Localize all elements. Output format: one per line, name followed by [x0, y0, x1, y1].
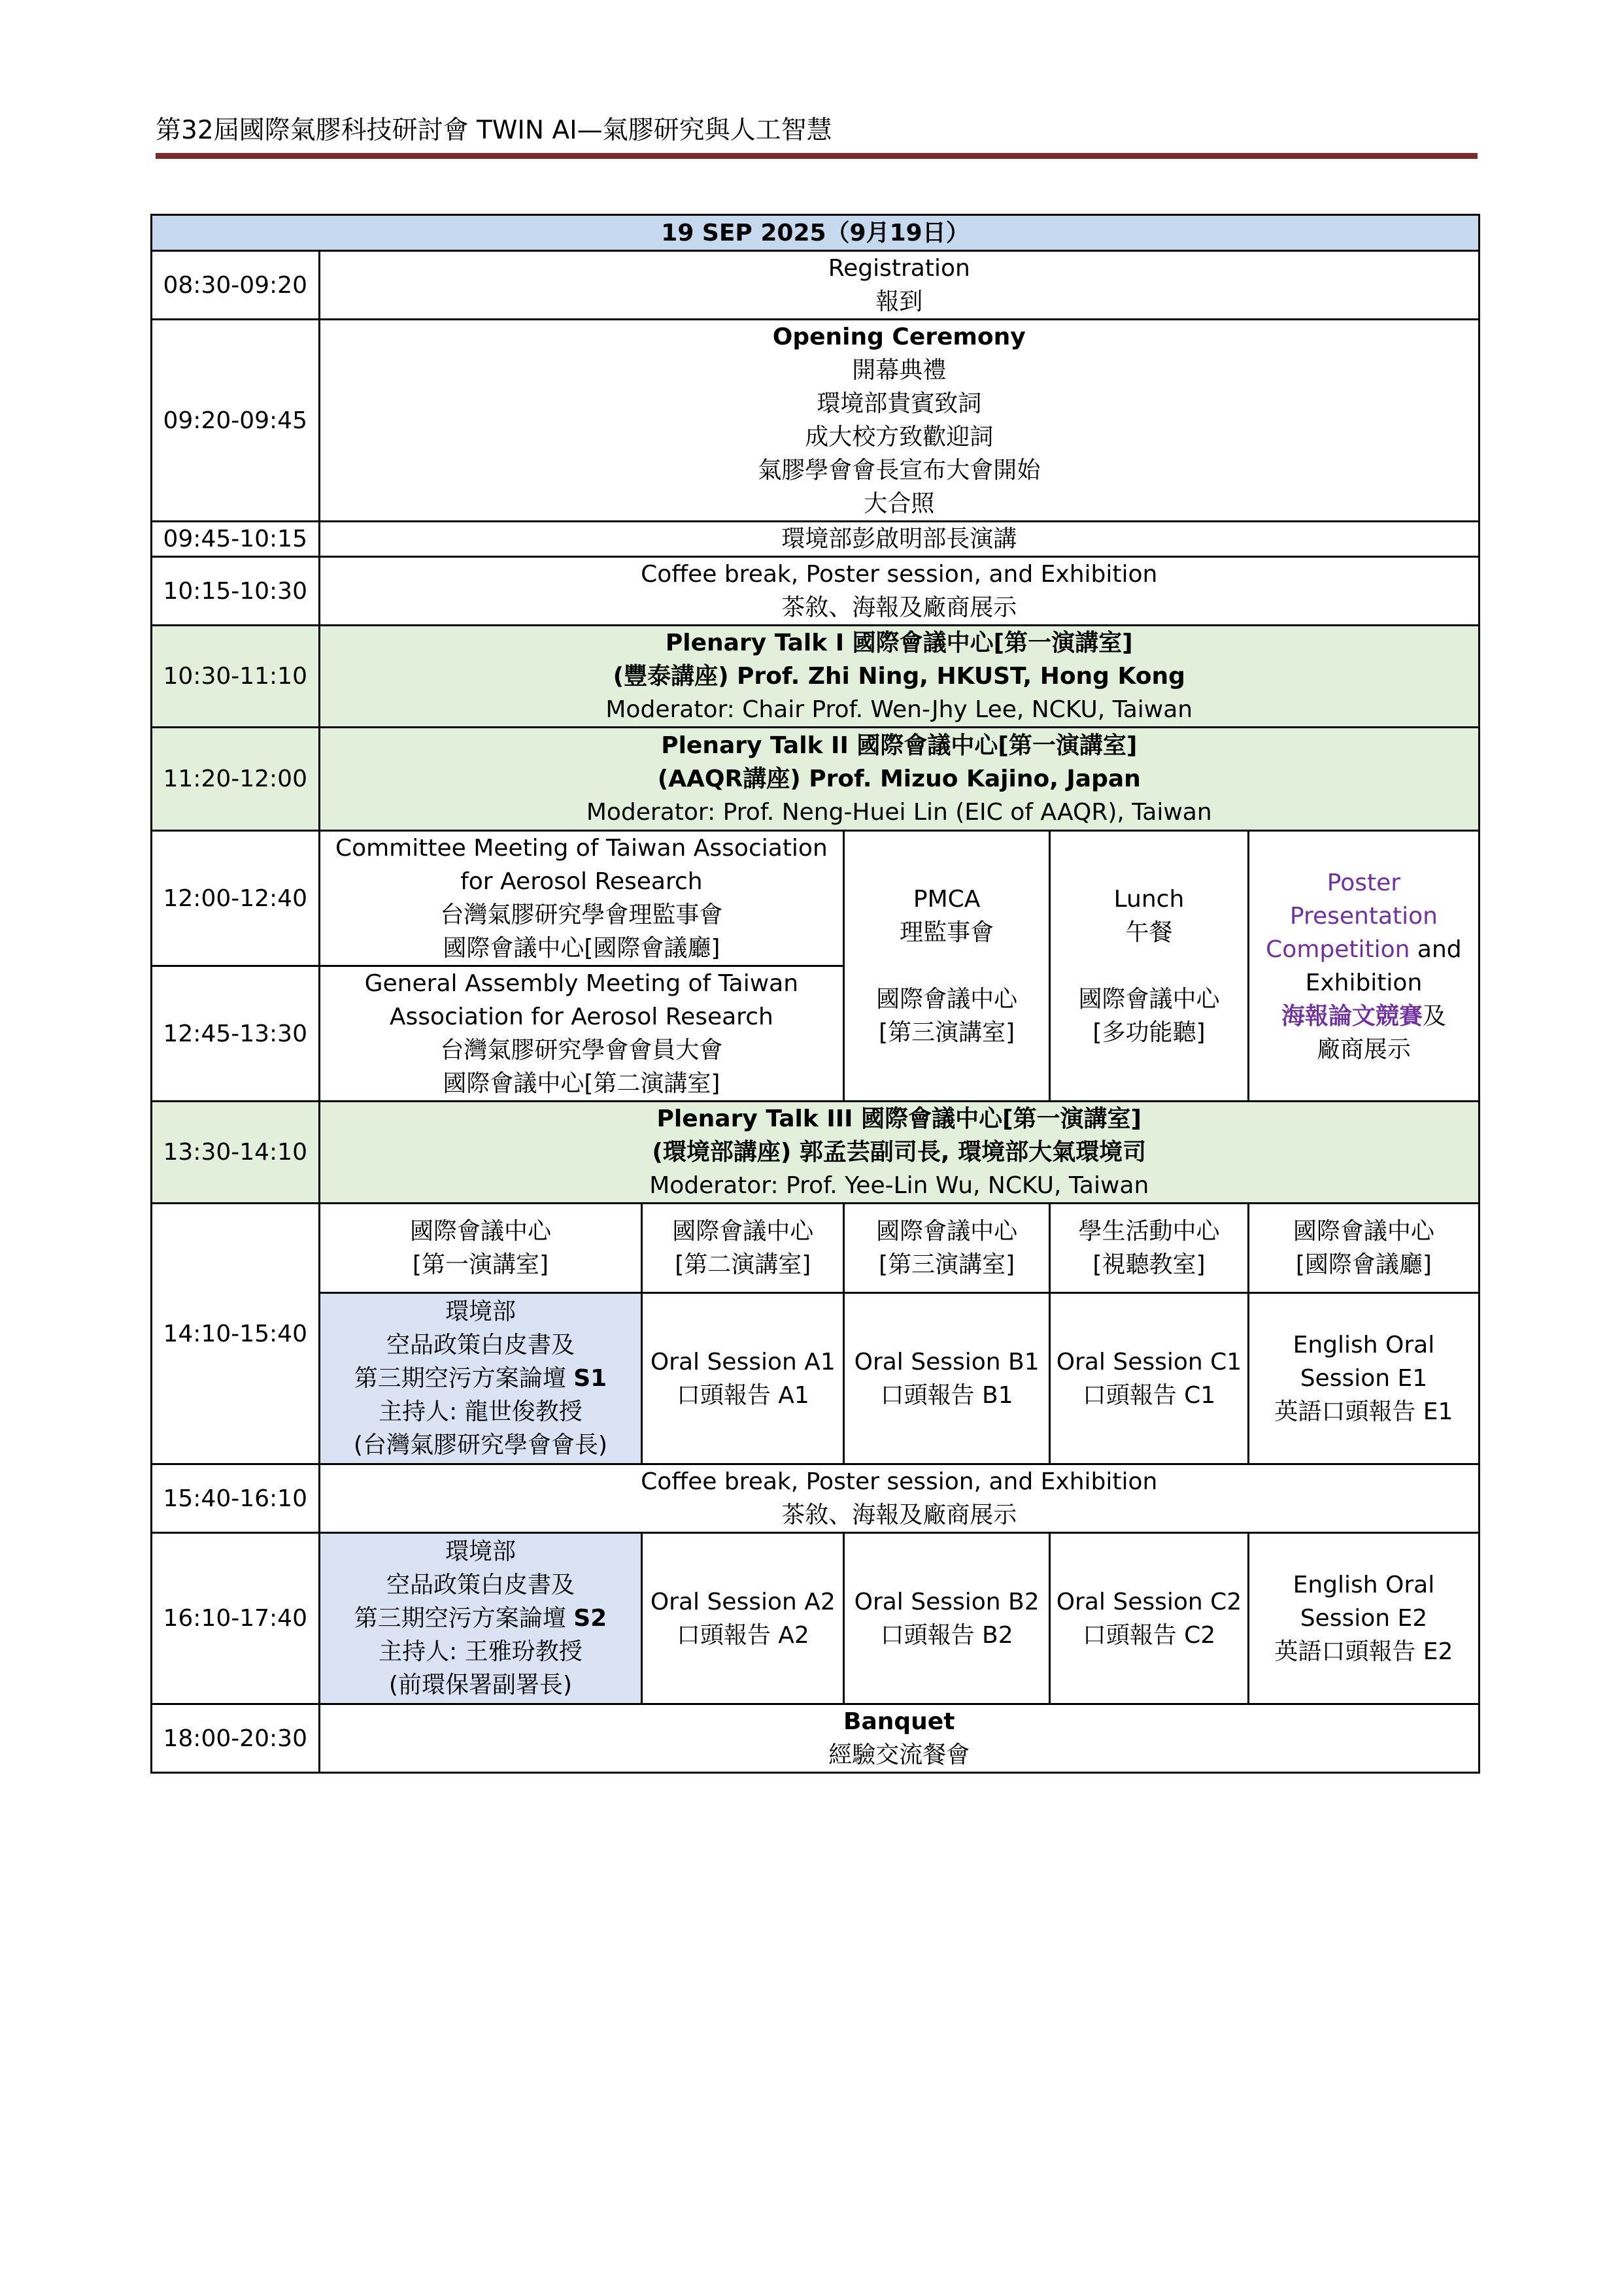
time-cell: 16:10-17:40	[152, 1533, 320, 1704]
registration-en: Registration	[828, 255, 970, 282]
assembly-line: General Assembly Meeting of Taiwan	[364, 970, 799, 997]
time-cell: 09:20-09:45	[152, 320, 320, 522]
forum-line: 環境部	[445, 1298, 516, 1325]
plenary-moderator: Moderator: Prof. Yee-Lin Wu, NCKU, Taiwan	[649, 1172, 1149, 1199]
time-cell: 18:00-20:30	[152, 1704, 320, 1773]
assembly-line: 台灣氣膠研究學會會員大會	[440, 1037, 723, 1064]
plenary-talk-3-cell	[319, 1102, 1480, 1204]
room-header	[642, 1204, 844, 1293]
banquet-en: Banquet	[843, 1708, 955, 1735]
session-en: Session E2	[1300, 1605, 1428, 1632]
session-en: Oral Session C2	[1056, 1588, 1242, 1615]
session-en: Oral Session B1	[854, 1348, 1040, 1375]
poster-line: Poster	[1327, 869, 1401, 896]
poster-line: Competition	[1266, 936, 1410, 963]
room-header	[319, 1204, 642, 1293]
time-cell: 12:45-13:30	[152, 966, 320, 1102]
session-en: English Oral	[1293, 1332, 1435, 1358]
plenary-moderator: Moderator: Chair Prof. Wen-Jhy Lee, NCKU, Taiwan	[605, 696, 1193, 723]
pmca-cell	[844, 831, 1050, 1102]
plenary-speaker: (AAQR講座) Prof. Mizuo Kajino, Japan	[657, 766, 1141, 792]
table-row	[152, 1533, 1480, 1704]
room-label: [第一演講室]	[412, 1251, 549, 1278]
lunch-title-zh: 午餐	[1125, 919, 1173, 946]
room-header	[1248, 1204, 1479, 1293]
lunch-venue: 國際會議中心	[1078, 986, 1220, 1013]
time-cell: 10:15-10:30	[152, 557, 320, 626]
coffee-break-cell	[319, 557, 1480, 626]
table-row	[152, 1102, 1480, 1204]
lunch-room: [多功能聽]	[1092, 1019, 1206, 1046]
session-zh: 口頭報告 B2	[880, 1621, 1013, 1649]
session-zh: 口頭報告 C1	[1082, 1381, 1216, 1409]
room-name: 國際會議中心	[409, 1218, 551, 1245]
plenary-speaker: (環境部講座) 郭孟芸副司長, 環境部大氣環境司	[652, 1139, 1147, 1166]
oral-session-cell	[642, 1533, 844, 1704]
pmca-title-zh: 理監事會	[900, 919, 994, 946]
room-header	[1050, 1204, 1249, 1293]
banquet-cell	[319, 1704, 1480, 1773]
session-zh: 口頭報告 C2	[1082, 1621, 1216, 1649]
time-cell: 09:45-10:15	[152, 522, 320, 557]
plenary-talk-1-cell	[319, 626, 1480, 728]
table-row	[152, 1204, 1480, 1293]
room-label: [第二演講室]	[675, 1251, 811, 1278]
general-assembly-cell	[319, 966, 844, 1102]
header-rule	[156, 153, 1478, 159]
session-zh: 英語口頭報告 E1	[1274, 1398, 1453, 1425]
english-oral-session-cell	[1248, 1533, 1479, 1704]
time-cell: 12:00-12:40	[152, 831, 320, 966]
opening-line: 大合照	[864, 490, 935, 517]
forum-line: 環境部	[445, 1538, 516, 1565]
coffee-en: Coffee break, Poster session, and Exhibition	[641, 1468, 1158, 1495]
day-header: 19 SEP 2025（9月19日）	[152, 215, 1480, 251]
poster-line: Exhibition	[1305, 969, 1423, 996]
forum-line: 第三期空污方案論壇	[354, 1365, 574, 1392]
table-row	[152, 831, 1480, 966]
time-cell: 08:30-09:20	[152, 251, 320, 320]
plenary-title: Plenary Talk I 國際會議中心[第一演講室]	[665, 630, 1133, 656]
forum-host-title: (台灣氣膠研究學會會長)	[353, 1432, 607, 1459]
committee-meeting-cell	[319, 831, 844, 966]
pmca-title-en: PMCA	[913, 886, 981, 913]
room-label: [國際會議廳]	[1295, 1251, 1432, 1278]
forum-host-title: (前環保署副署長)	[388, 1672, 572, 1698]
pmca-room: [第三演講室]	[879, 1019, 1015, 1046]
plenary-moderator: Moderator: Prof. Neng-Huei Lin (EIC of AAQR), Taiwan	[586, 799, 1212, 826]
table-row	[152, 1464, 1480, 1533]
forum-line: 第三期空污方案論壇	[354, 1605, 574, 1632]
plenary-title: Plenary Talk II 國際會議中心[第一演講室]	[661, 732, 1138, 759]
poster-line-zh: 及	[1422, 1002, 1446, 1030]
plenary-speaker: (豐泰講座) Prof. Zhi Ning, HKUST, Hong Kong	[613, 663, 1185, 690]
forum-line: 空品政策白皮書及	[386, 1572, 575, 1598]
lunch-cell	[1050, 831, 1249, 1102]
table-row	[152, 626, 1480, 728]
plenary-talk-2-cell	[319, 728, 1480, 831]
coffee-zh: 茶敘、海報及廠商展示	[781, 594, 1017, 621]
banquet-zh: 經驗交流餐會	[828, 1742, 970, 1768]
committee-line: 國際會議中心[國際會議廳]	[443, 935, 720, 962]
coffee-zh: 茶敘、海報及廠商展示	[781, 1502, 1017, 1528]
session-zh: 英語口頭報告 E2	[1274, 1638, 1453, 1665]
minister-speech-cell: 環境部彭啟明部長演講	[319, 522, 1480, 557]
pmca-venue: 國際會議中心	[876, 986, 1018, 1013]
opening-line: 開幕典禮	[852, 357, 947, 384]
room-name: 國際會議中心	[1293, 1218, 1434, 1245]
forum-code: S1	[573, 1365, 607, 1392]
registration-zh: 報到	[875, 288, 923, 315]
room-header	[844, 1204, 1050, 1293]
table-row	[152, 522, 1480, 557]
table-row	[152, 1704, 1480, 1773]
forum-host: 主持人: 龍世俊教授	[379, 1398, 583, 1425]
room-name: 國際會議中心	[876, 1218, 1018, 1245]
forum-host: 主持人: 王雅玢教授	[379, 1638, 583, 1665]
time-cell: 11:20-12:00	[152, 728, 320, 831]
table-row	[152, 251, 1480, 320]
time-cell: 10:30-11:10	[152, 626, 320, 728]
poster-line: and	[1410, 936, 1462, 963]
poster-line-zh: 廠商展示	[1316, 1036, 1411, 1063]
session-zh: 口頭報告 A2	[676, 1621, 809, 1649]
forum-line: 空品政策白皮書及	[386, 1332, 575, 1358]
poster-line: Presentation	[1289, 902, 1438, 930]
assembly-line: 國際會議中心[第二演講室]	[443, 1070, 720, 1097]
plenary-title: Plenary Talk III 國際會議中心[第一演講室]	[656, 1105, 1142, 1132]
schedule-table	[150, 214, 1480, 1774]
room-label: [視聽教室]	[1092, 1251, 1206, 1278]
opening-title: Opening Ceremony	[772, 324, 1026, 350]
poster-line-zh: 海報論文競賽	[1281, 1002, 1423, 1030]
session-en: Oral Session C1	[1056, 1348, 1242, 1375]
time-cell: 14:10-15:40	[152, 1204, 320, 1464]
poster-competition-cell	[1248, 831, 1479, 1102]
coffee-en: Coffee break, Poster session, and Exhibition	[641, 561, 1158, 588]
registration-cell	[319, 251, 1480, 320]
time-cell: 15:40-16:10	[152, 1464, 320, 1533]
room-label: [第三演講室]	[879, 1251, 1015, 1278]
oral-session-cell	[844, 1293, 1050, 1464]
oral-session-cell	[844, 1533, 1050, 1704]
session-en: Session E1	[1300, 1365, 1428, 1392]
forum-s2-cell	[319, 1533, 642, 1704]
forum-code: S2	[573, 1605, 607, 1632]
session-en: Oral Session A1	[650, 1348, 836, 1375]
room-name: 國際會議中心	[672, 1218, 814, 1245]
committee-line: for Aerosol Research	[460, 868, 703, 895]
committee-line: Committee Meeting of Taiwan Association	[335, 835, 828, 862]
assembly-line: Association for Aerosol Research	[389, 1004, 773, 1030]
session-en: English Oral	[1293, 1572, 1435, 1598]
opening-line: 環境部貴賓致詞	[817, 390, 982, 417]
opening-cell	[319, 320, 1480, 522]
lunch-title-en: Lunch	[1113, 886, 1185, 913]
opening-line: 氣膠學會會長宣布大會開始	[758, 457, 1041, 484]
english-oral-session-cell	[1248, 1293, 1479, 1464]
forum-s1-cell	[319, 1293, 642, 1464]
oral-session-cell	[1050, 1293, 1249, 1464]
committee-line: 台灣氣膠研究學會理監事會	[440, 902, 723, 928]
session-zh: 口頭報告 A1	[676, 1381, 809, 1409]
session-zh: 口頭報告 B1	[880, 1381, 1013, 1409]
table-row	[152, 557, 1480, 626]
page-header: 第32屆國際氣膠科技研討會 TWIN AI—氣膠研究與人工智慧	[156, 116, 832, 145]
opening-line: 成大校方致歡迎詞	[805, 424, 994, 450]
table-row	[152, 1293, 1480, 1464]
oral-session-cell	[1050, 1533, 1249, 1704]
oral-session-cell	[642, 1293, 844, 1464]
table-row	[152, 728, 1480, 831]
session-en: Oral Session A2	[650, 1588, 836, 1615]
coffee-break-cell	[319, 1464, 1480, 1533]
time-cell: 13:30-14:10	[152, 1102, 320, 1204]
table-row	[152, 320, 1480, 522]
session-en: Oral Session B2	[854, 1588, 1040, 1615]
room-name: 學生活動中心	[1078, 1218, 1220, 1245]
